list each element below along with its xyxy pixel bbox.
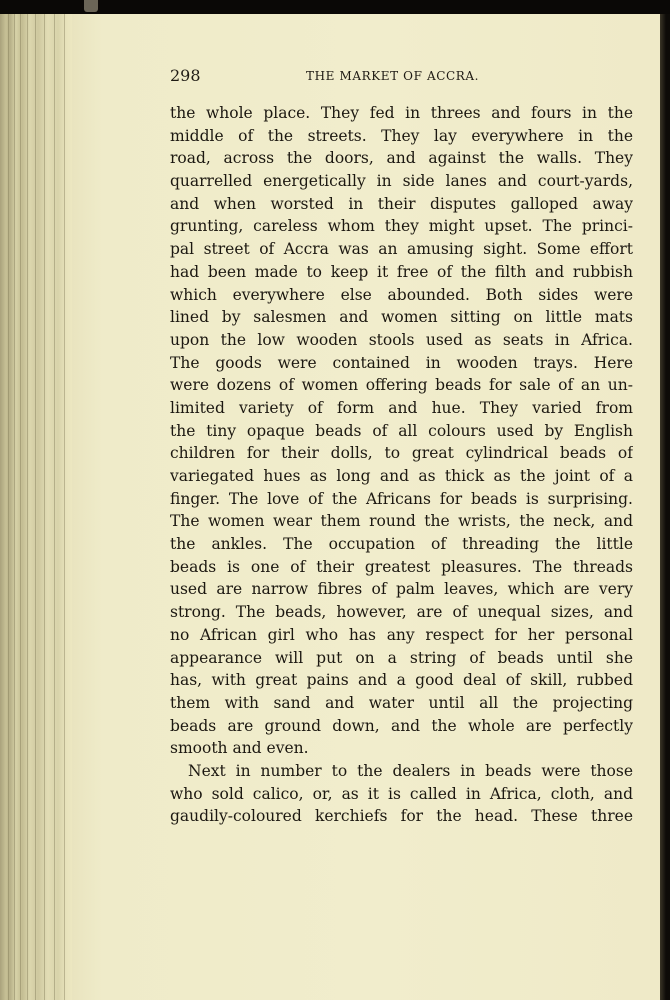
text-line: variegated hues as long and as thick as the joint of a bbox=[170, 467, 633, 485]
text-line: middle of the streets. They lay everywhere in the bbox=[170, 126, 633, 145]
text-line: who sold calico, or, as it is called in Africa, cloth, and bbox=[170, 784, 633, 803]
text-line: smooth and even. bbox=[170, 739, 309, 758]
text-line: them with sand and water until all the projecting bbox=[170, 693, 633, 712]
page-edges-stack bbox=[0, 14, 72, 1000]
text-line: the ankles. The occupation of threading the little bbox=[170, 535, 633, 554]
page-right-shadow bbox=[660, 14, 670, 1000]
text-line: upon the low wooden stools used as seats in Africa. bbox=[170, 330, 633, 349]
text-line: strong. The beads, however, are of unequal sizes, and bbox=[170, 603, 633, 622]
text-line: lined by salesmen and women sitting on little mats bbox=[170, 308, 633, 327]
text-line: Next in number to the dealers in beads were those bbox=[188, 761, 633, 780]
paragraph bbox=[170, 102, 633, 760]
scanner-clip bbox=[84, 0, 98, 12]
page-header bbox=[170, 64, 633, 90]
text-line: beads is one of their greatest pleasures. The threads bbox=[170, 557, 633, 576]
text-line: and when worsted in their disputes galloped away bbox=[170, 194, 633, 213]
text-line: has, with great pains and a good deal of skill, rubbed bbox=[170, 671, 633, 690]
text-line: were dozens of women offering beads for sale of an un- bbox=[170, 376, 633, 395]
text-line: The goods were contained in wooden trays. Here bbox=[170, 353, 633, 372]
text-line: beads are ground down, and the whole are perfectly bbox=[170, 716, 633, 735]
body-text bbox=[170, 102, 633, 828]
text-line: used are narrow fibres of palm leaves, which are very bbox=[170, 580, 633, 599]
paragraph bbox=[170, 760, 633, 828]
page-number: 298 bbox=[170, 66, 201, 85]
text-line: the tiny opaque beads of all colours used by English bbox=[170, 421, 633, 440]
text-line: appearance will put on a string of beads until she bbox=[170, 648, 633, 667]
text-line: no African girl who has any respect for her personal bbox=[170, 625, 633, 644]
text-line: children for their dolls, to great cylindrical beads of bbox=[170, 444, 633, 463]
text-line: gaudily-coloured kerchiefs for the head. These three bbox=[170, 807, 633, 826]
text-line: had been made to keep it free of the filth and rubbish bbox=[170, 262, 633, 281]
text-line: limited variety of form and hue. They varied from bbox=[170, 398, 633, 417]
text-line: grunting, careless whom they might upset. The princi- bbox=[170, 217, 633, 236]
text-line: pal street of Accra was an amusing sight. Some effort bbox=[170, 240, 633, 259]
text-line: finger. The love of the Africans for beads is surprising. bbox=[170, 489, 633, 508]
running-head: THE MARKET OF ACCRA. bbox=[306, 69, 480, 83]
text-line: The women wear them round the wrists, the neck, and bbox=[170, 512, 633, 531]
text-line: road, across the doors, and against the walls. They bbox=[170, 149, 633, 168]
text-line: which everywhere else abounded. Both sides were bbox=[170, 285, 633, 304]
scan-top-border bbox=[0, 0, 670, 14]
text-line: the whole place. They fed in threes and fours in the bbox=[170, 104, 633, 122]
text-line: quarrelled energetically in side lanes and court-yards, bbox=[170, 172, 633, 191]
